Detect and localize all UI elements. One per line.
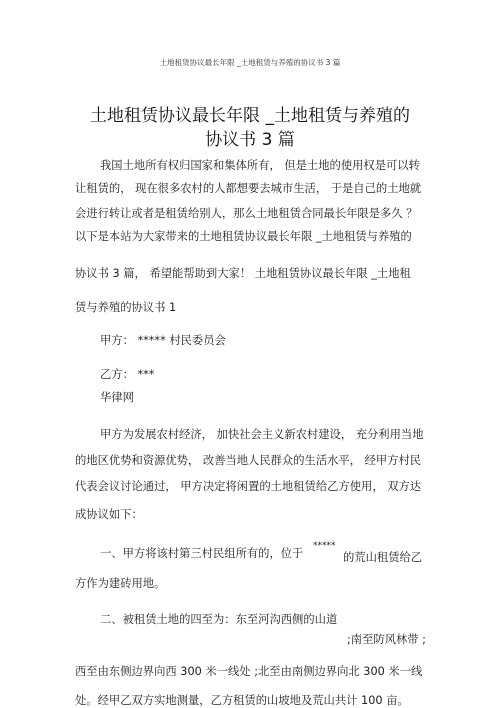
paragraph-line: 甲方为发展农村经济， 加快社会主义新农村建设， 充分利用当地 xyxy=(100,428,424,441)
paragraph-line: 的地区优势和资源优势， 改善当地人民群众的生活水平， 经甲方村民 xyxy=(75,454,422,467)
redacted-location: ***** xyxy=(313,541,336,551)
running-header: 土地租赁协议最长年限 _土地租赁与养殖的协议书 3 篇 xyxy=(159,58,341,67)
paragraph-line: 西至由东侧边界向西 300 米一线处 ;北至由南侧边界向北 300 米一线 xyxy=(75,665,423,678)
document-title-line-2: 协议书 3 篇 xyxy=(205,130,295,150)
paragraph-line: 赁与养殖的协议书 1 xyxy=(75,301,177,314)
paragraph-line: 我国土地所有权归国家和集体所有， 但是土地的使用权是可以转 xyxy=(100,159,420,172)
party-b-line: 乙方： *** xyxy=(100,368,155,381)
source-label: 华律网 xyxy=(100,391,134,404)
clause-1-text: 一、甲方将该村第三村民组所有的，位于 xyxy=(100,547,304,560)
paragraph-line: 方作为建砖用地。 xyxy=(75,577,166,590)
paragraph-line: 会进行转让或者是租赁给别人，那么土地租赁合同最长年限是多久 ？ xyxy=(75,207,418,220)
paragraph-line: 让租赁的， 现在很多农村的人都想要去城市生活， 于是自己的土地就 xyxy=(75,182,422,195)
party-a-line: 甲方： ***** 村民委员会 xyxy=(100,334,226,347)
document-title-line-1: 土地租赁协议最长年限 _土地租赁与养殖的 xyxy=(90,106,410,126)
paragraph-line: 处。经甲乙双方实地测量，乙方租赁的山坡地及荒山共计 100 亩。 xyxy=(75,694,409,707)
paragraph-line: 成协议如下： xyxy=(75,508,143,521)
paragraph-line: 代表会议讨论通过， 甲方决定将闲置的土地租赁给乙方使用， 双方达 xyxy=(75,480,422,493)
paragraph-line: 以下是本站为大家带来的土地租赁协议最长年限 _土地租赁与养殖的 xyxy=(75,230,412,243)
paragraph-line: 协议书 3 篇， 希望能帮助到大家！ 土地租赁协议最长年限 _土地租 xyxy=(75,267,411,280)
clause-2-boundary-south: ;南至防风林带 ; xyxy=(347,633,426,646)
clause-2-text: 二、被租赁土地的四至为：东至河沟西侧的山道 xyxy=(100,613,338,626)
clause-1-text-cont: 的荒山租赁给乙 xyxy=(343,551,423,564)
